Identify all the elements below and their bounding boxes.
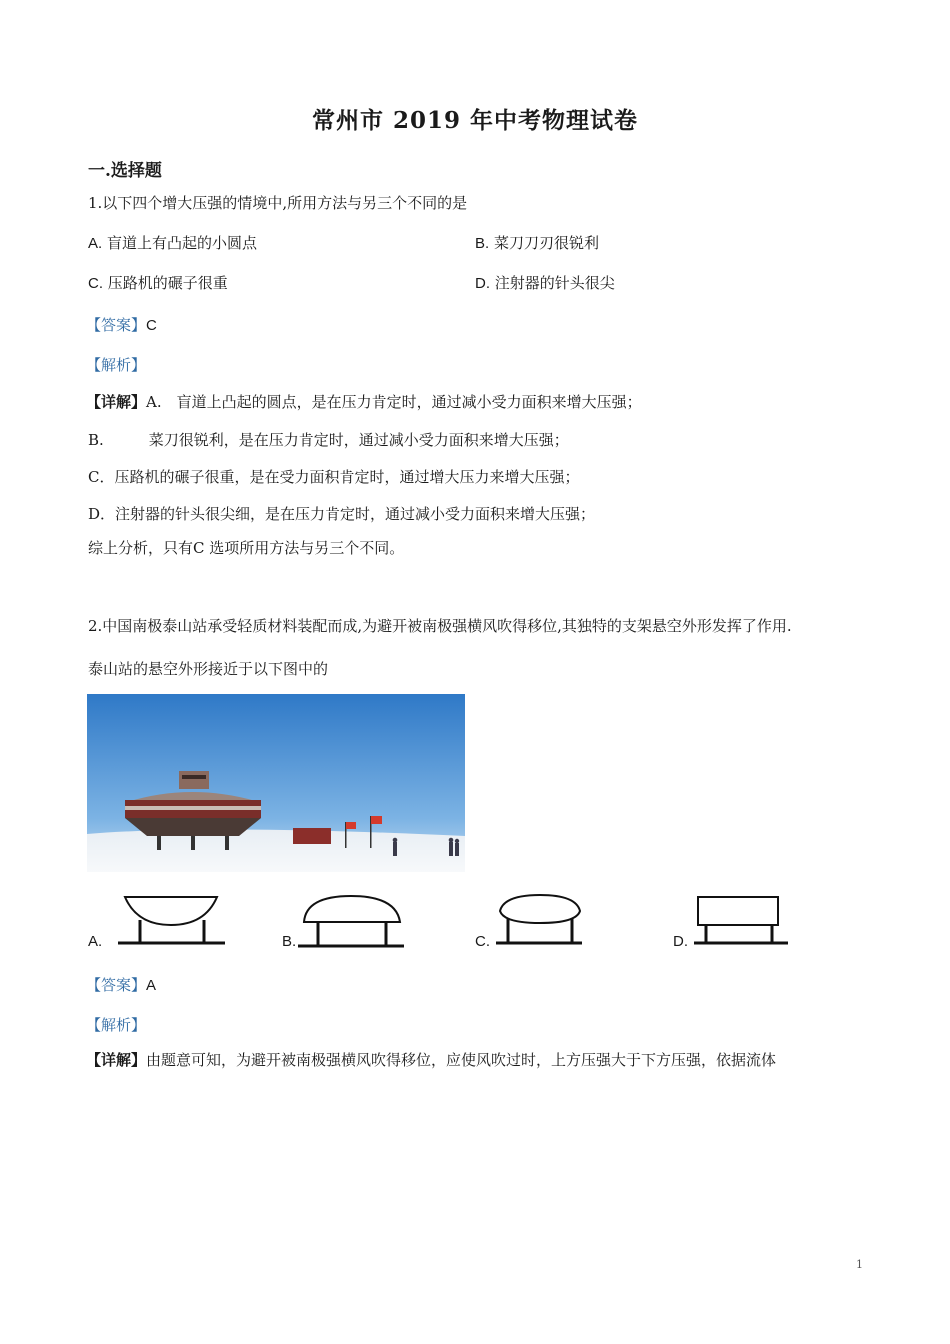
option-d-shape-figure <box>692 893 790 949</box>
answer-tag: 【答案】 <box>86 976 147 994</box>
detail-tag: 【详解】 <box>86 1051 147 1069</box>
q2-stem-line-2: 泰山站的悬空外形接近于以下图中的 <box>88 660 329 678</box>
q1-analysis-tag: 【解析】 <box>86 356 147 374</box>
q1-option-a <box>88 233 257 254</box>
q1-detail-line-4: D．注射器的针头很尖细，是在压力肯定时，通过减小受力面积来增大压强； <box>88 505 596 523</box>
detail-text: A. 盲道上凸起的圆点，是在压力肯定时，通过减小受力面积来增大压强； <box>146 393 642 411</box>
q1-stem: 1.以下四个增大压强的情境中,所用方法与另三个不同的是 <box>88 194 468 212</box>
option-b-shape-figure <box>296 892 406 952</box>
page-number: 1 <box>856 1258 863 1271</box>
q2-option-c-label: C. <box>475 933 490 950</box>
q2-option-a-label: A. <box>88 933 103 950</box>
detail-text: 由题意可知，为避开被南极强横风吹得移位，应使风吹过时，上方压强大于下方压强，依据流体 <box>146 1051 777 1069</box>
option-letter: A. <box>88 235 103 252</box>
q1-answer <box>86 315 157 336</box>
option-text: 注射器的针头很尖 <box>494 274 615 292</box>
answer-value: C <box>146 317 157 334</box>
q2-stem-line-1: 2.中国南极泰山站承受轻质材料装配而成,为避开被南极强横风吹得移位,其独特的支架悬空外形发挥了作用. <box>88 617 792 635</box>
q1-detail-line-1 <box>86 392 642 412</box>
section-heading: 一.选择题 <box>88 161 162 181</box>
q2-detail <box>86 1050 776 1070</box>
q2-answer <box>86 975 156 996</box>
option-text: 菜刀刀刃很锐利 <box>493 234 599 252</box>
option-c-shape-figure <box>494 893 586 949</box>
option-a-shape-figure <box>115 895 227 950</box>
antarctic-station-photo <box>87 694 465 872</box>
q1-detail-line-2: B. 菜刀很锐利，是在压力肯定时，通过减小受力面积来增大压强； <box>88 431 569 449</box>
detail-tag: 【详解】 <box>86 393 147 411</box>
q1-option-d <box>475 273 615 294</box>
option-letter: C. <box>88 275 103 292</box>
option-text: 压路机的碾子很重 <box>107 274 228 292</box>
q2-option-b-label: B. <box>282 933 297 950</box>
q1-option-b <box>475 233 599 254</box>
answer-tag: 【答案】 <box>86 316 147 334</box>
answer-value: A <box>146 977 157 994</box>
option-text: 盲道上有凸起的小圆点 <box>106 234 257 252</box>
q1-detail-line-3: C．压路机的碾子很重，是在受力面积肯定时，通过增大压力来增大压强； <box>88 468 580 486</box>
q2-analysis-tag: 【解析】 <box>86 1016 147 1034</box>
option-letter: D. <box>475 275 490 292</box>
q1-option-c <box>88 273 228 294</box>
option-letter: B. <box>475 235 490 252</box>
q2-option-d-label: D. <box>673 933 688 950</box>
q1-conclusion: 综上分析，只有C 选项所用方法与另三个不同。 <box>88 539 405 557</box>
document-title: 常州市 2019 年中考物理试卷 <box>311 107 639 134</box>
